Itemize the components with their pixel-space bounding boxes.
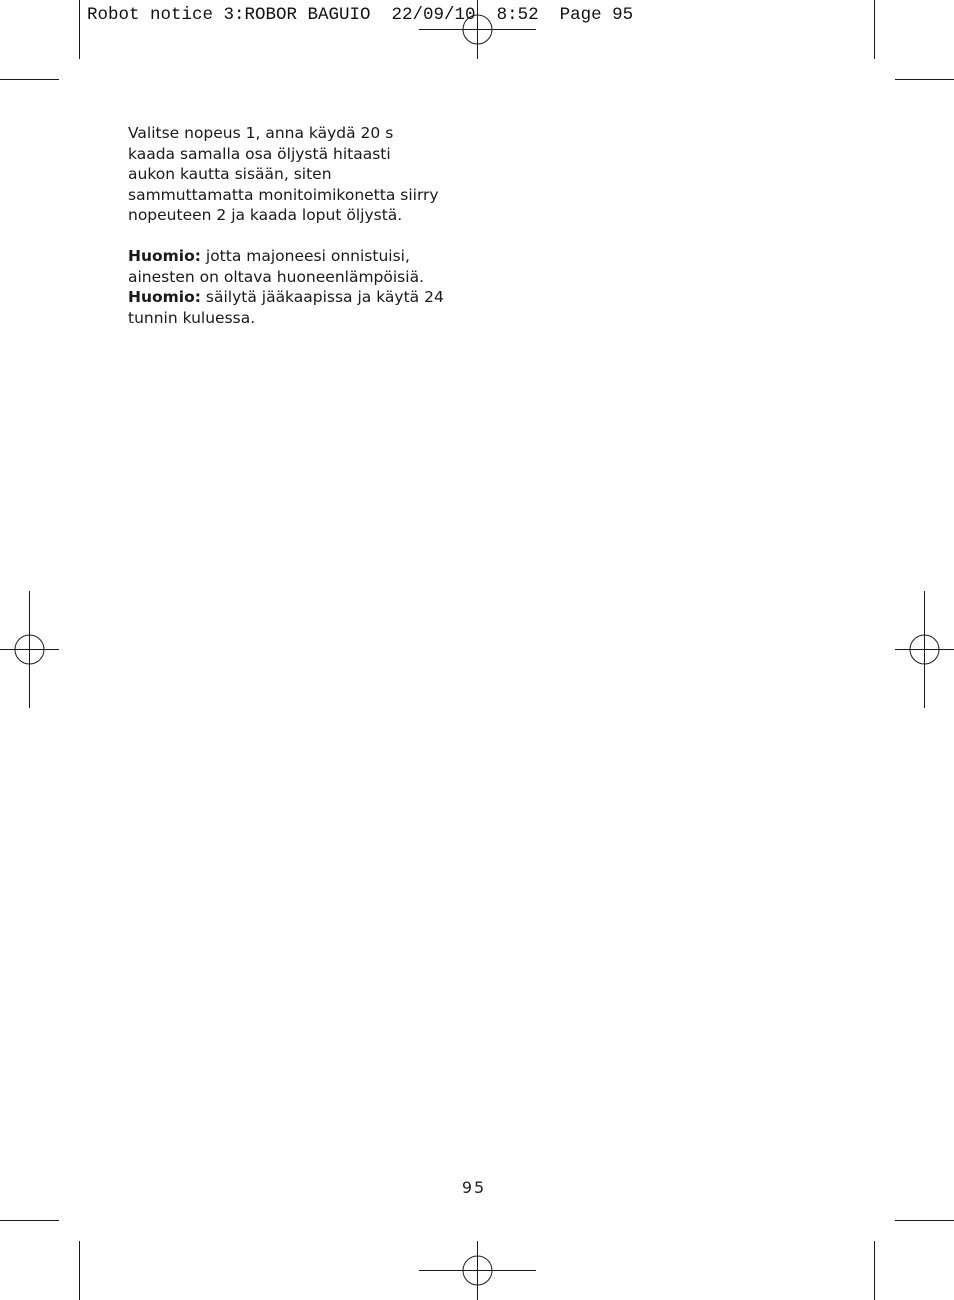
note-label: Huomio: xyxy=(128,247,201,265)
text-line: kaada samalla osa öljystä hitaasti xyxy=(128,144,391,163)
recipe-text-block xyxy=(128,123,468,328)
note-line xyxy=(128,287,468,308)
page-number: 95 xyxy=(461,1178,487,1197)
text-line: sammuttamatta monitoimikonetta siirry xyxy=(128,185,439,204)
notes-paragraph xyxy=(128,246,468,328)
note-text: säilytä jääkaapissa ja käytä 24 xyxy=(200,288,444,306)
text-line: aukon kautta sisään, siten xyxy=(128,165,332,183)
instructions-paragraph xyxy=(128,123,468,226)
print-slug-line: Robot notice 3:ROBOR BAGUIO 22/09/10 8:52 Page 95 xyxy=(87,5,634,25)
note-text: jotta majoneesi onnistuisi, xyxy=(200,247,410,265)
note-line: tunnin kuluessa. xyxy=(128,308,256,327)
note-line: ainesten on oltava huoneenlämpöisiä. xyxy=(128,267,424,286)
note-line xyxy=(128,246,468,267)
text-line: Valitse nopeus 1, anna käydä 20 s xyxy=(128,124,394,142)
text-line: nopeuteen 2 ja kaada loput öljystä. xyxy=(128,206,403,224)
note-label: Huomio: xyxy=(128,288,201,306)
